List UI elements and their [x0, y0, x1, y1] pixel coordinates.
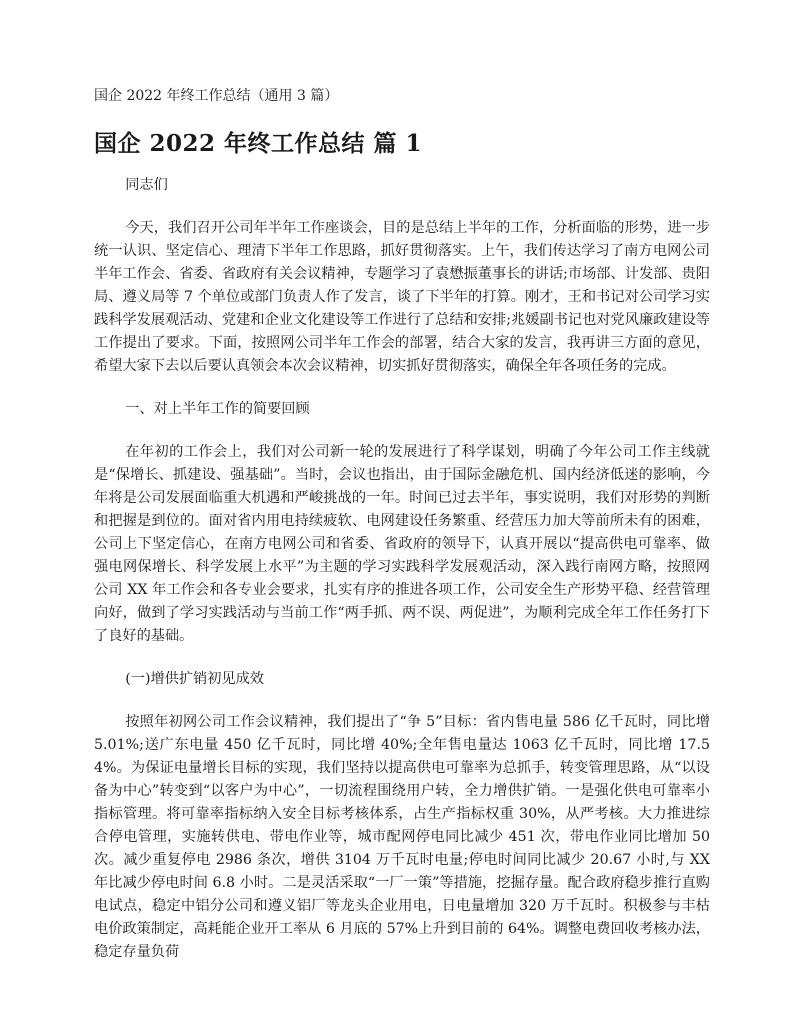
- document-header: 国企 2022 年终工作总结（通用 3 篇）: [94, 88, 339, 104]
- section-title: 国企 2022 年终工作总结 篇 1: [94, 130, 423, 157]
- paragraph-intro: 今天，我们召开公司年半年工作座谈会，目的是总结上半年的工作，分析面临的形势，进一步统一认识、坚定信心、理清下半年工作思路，抓好贯彻落实。上午，我们传达学习了南方电网公司半年工作会、省委、省政府有关会议精神，专题学习了袁懋振董事长的讲话;市场部、计发部、贵阳局、遵义局等 7 个单位或部门负责人作了发言，谈了下半年的打算。刚才，王和书记对公司学习实践科学发展观活动、党建和企业文化建设等工作进行了总结和安排;兆媛副书记也对党风廉政建设等工作提出了要求。下面，按照网公司半年工作会的部署，结合大家的发言，我再讲三方面的意见，希望大家下去以后要认真领会本次会议精神，切实抓好贯彻落实，确保全年各项任务的完成。: [94, 220, 710, 374]
- paragraph-review: 在年初的工作会上，我们对公司新一轮的发展进行了科学谋划，明确了今年公司工作主线就是“保增长、抓建设、强基础”。当时，会议也指出，由于国际金融危机、国内经济低迷的影响，今年将是公司发展面临重大机遇和严峻挑战的一年。时间已过去半年，事实说明，我们对形势的判断和把握是到位的。面对省内用电持续疲软、电网建设任务繁重、经营压力加大等前所未有的困难，公司上下坚定信心，在南方电网公司和省委、省政府的领导下，认真开展以“提高供电可靠率、做强电网保增长、科学发展上水平”为主题的学习实践科学发展观活动，深入践行南网方略，按照网公司 XX 年工作会和各专业会要求，扎实有序的推进各项工作，公司安全生产形势平稳、经营管理向好，做到了学习实践活动与当前工作“两手抓、两不误、两促进”，为顺利完成全年工作任务打下了良好的基础。: [94, 444, 710, 644]
- heading-review: 一、对上半年工作的简要回顾: [125, 401, 310, 417]
- salutation: 同志们: [125, 177, 168, 193]
- heading-sales: (一)增供扩销初见成效: [125, 671, 264, 687]
- paragraph-sales: 按照年初网公司工作会议精神，我们提出了“争 5”目标：省内售电量 586 亿千瓦时，同比增 5.01%;送广东电量 450 亿千瓦时，同比增 40%;全年售电量达 1063 亿千瓦时，同比增 17.54%。为保证电量增长目标的实现，我们坚持以提高供电可靠率为总抓手，转变管理思路，从“以设备为中心”转变到“以客户为中心”，一切流程围绕用户转，全力增供扩销。一是强化供电可靠率小指标管理。将可靠率指标纳入安全目标考核体系，占生产指标权重 30%，从严考核。大力推进综合停电管理，实施转供电、带电作业等，城市配网停电同比减少 451 次，带电作业同比增加 50 次。减少重复停电 2986 条次，增供 3104 万千瓦时电量;停电时间同比减少 20.67 小时,与 XX 年比减少停电时间 6.8 小时。二是灵活采取“一厂一策”等措施，挖掘存量。配合政府稳步推行直购电试点，稳定中铝分公司和遵义铝厂等龙头企业用电，日电量增加 320 万千瓦时。积极参与丰枯电价政策制定，高耗能企业开工率从 6 月底的 57%上升到目前的 64%。调整电费回收考核办法，稳定存量负荷: [94, 714, 710, 960]
